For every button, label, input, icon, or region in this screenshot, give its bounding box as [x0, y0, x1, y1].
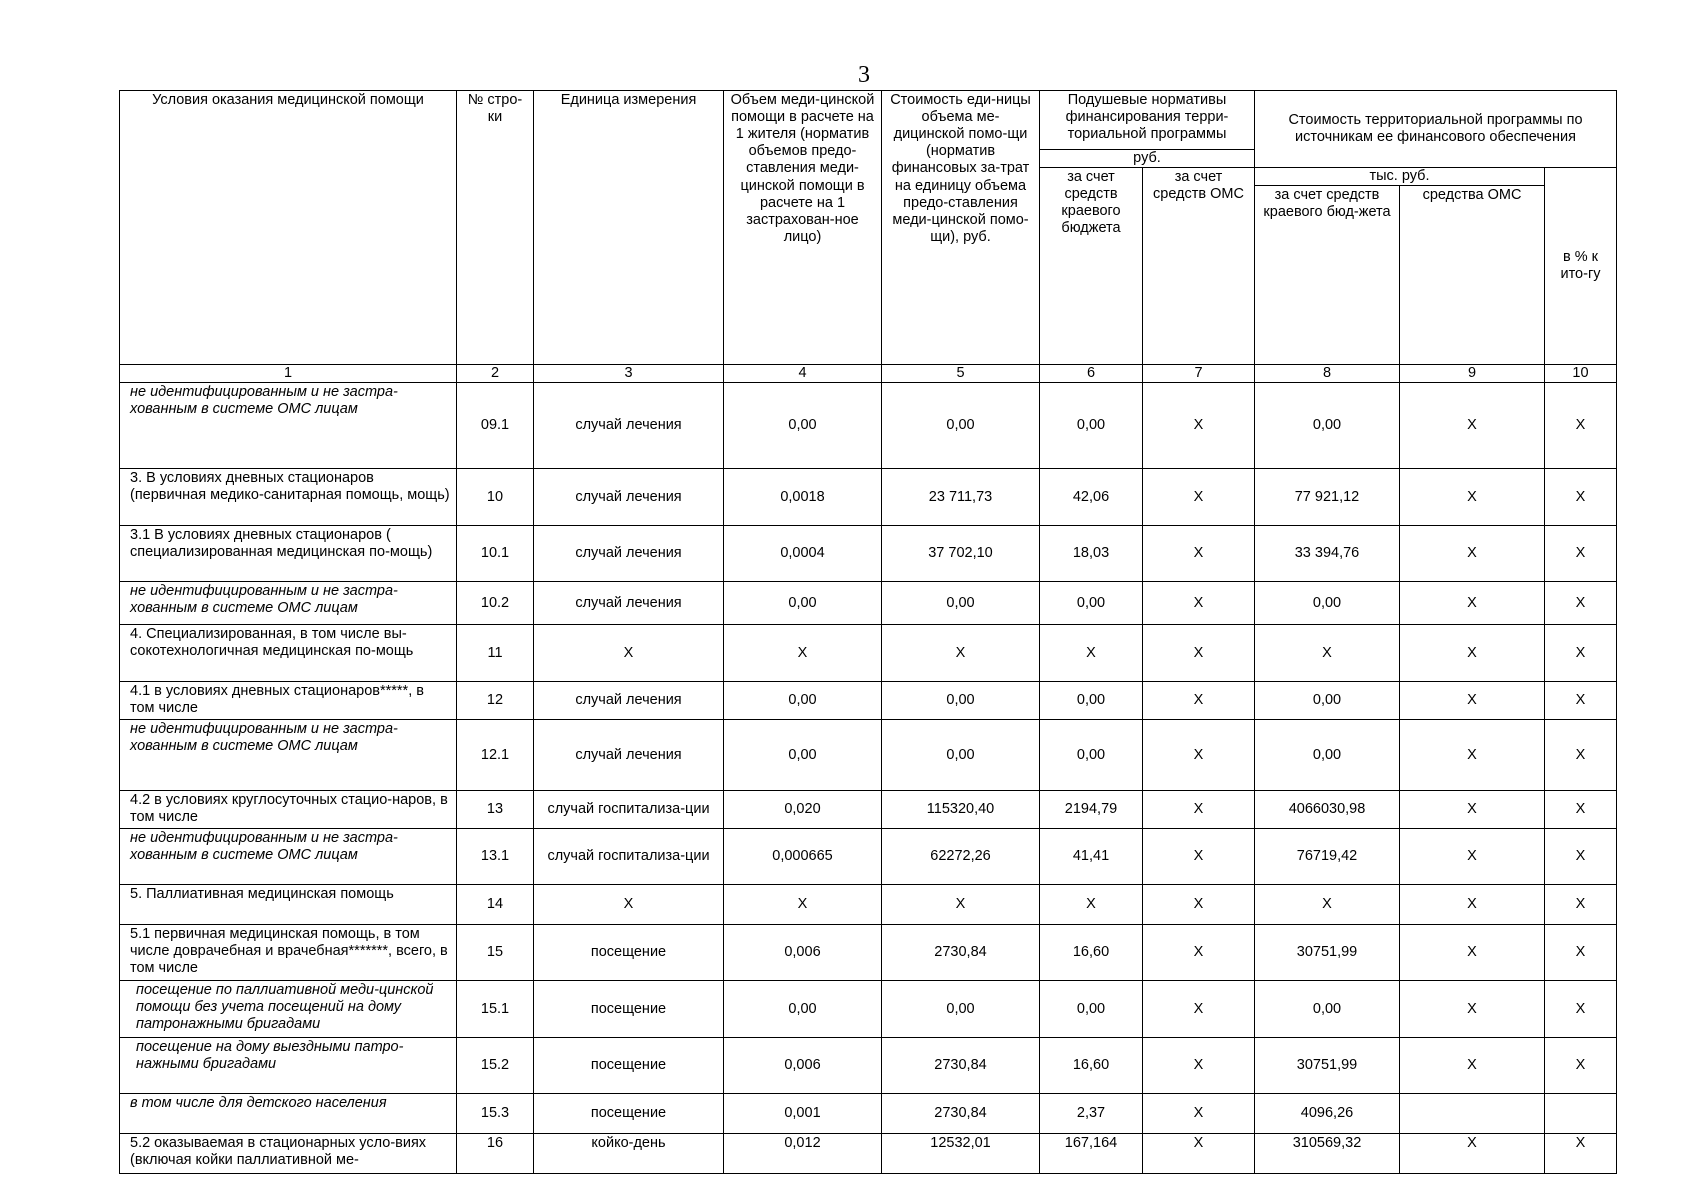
row-condition: в том числе для детского населения	[120, 1094, 457, 1134]
cell-col-8: X	[1255, 625, 1400, 682]
cell-col-5: 2730,84	[882, 925, 1040, 981]
row-condition: не идентифицированным и не застра-хованным в системе ОМС лицам	[120, 720, 457, 791]
cell-col-5: 2730,84	[882, 1094, 1040, 1134]
cell-col-9: X	[1400, 625, 1545, 682]
cell-col-4: 0,020	[724, 791, 882, 829]
row-condition: 4.1 в условиях дневных стационаров*****, в том числе	[120, 682, 457, 720]
cell-col-4: 0,0018	[724, 469, 882, 526]
cell-col-9	[1400, 1094, 1545, 1134]
table-row	[120, 682, 1617, 720]
page-number: 3	[858, 62, 870, 88]
cell-col-8: 30751,99	[1255, 1038, 1400, 1094]
col-number: 1	[120, 365, 457, 383]
cell-col-8: 0,00	[1255, 383, 1400, 469]
cell-col-2: 10.1	[457, 526, 534, 582]
cell-col-2: 11	[457, 625, 534, 682]
cell-col-9: X	[1400, 469, 1545, 526]
header-per-capita-norms: Подушевые нормативы финансирования терри-ториальной программы	[1040, 91, 1255, 150]
row-condition: не идентифицированным и не застра-хованным в системе ОМС лицам	[120, 582, 457, 625]
cell-col-6: 0,00	[1040, 682, 1143, 720]
cell-col-6: 41,41	[1040, 829, 1143, 885]
cell-col-2: 10.2	[457, 582, 534, 625]
table-row	[120, 383, 1617, 469]
cell-col-3: случай лечения	[534, 720, 724, 791]
cell-col-4: 0,00	[724, 981, 882, 1038]
row-condition: 3. В условиях дневных стационаров (первичная медико-санитарная помощь, мощь)	[120, 469, 457, 526]
cell-col-3: посещение	[534, 1038, 724, 1094]
cell-col-6: 0,00	[1040, 720, 1143, 791]
row-condition: 3.1 В условиях дневных стационаров ( специализированная медицинская по-мощь)	[120, 526, 457, 582]
cell-col-7: X	[1143, 1038, 1255, 1094]
cell-col-5: 23 711,73	[882, 469, 1040, 526]
col-number: 7	[1143, 365, 1255, 383]
col-number: 6	[1040, 365, 1143, 383]
cell-col-6: 16,60	[1040, 925, 1143, 981]
table-row	[120, 1134, 1617, 1174]
header-unit: Единица измерения	[534, 91, 724, 365]
cell-col-4: X	[724, 885, 882, 925]
table-row	[120, 625, 1617, 682]
cell-col-4: 0,00	[724, 383, 882, 469]
cell-col-7: X	[1143, 981, 1255, 1038]
cell-col-7: X	[1143, 625, 1255, 682]
table-row	[120, 829, 1617, 885]
cell-col-8: 4096,26	[1255, 1094, 1400, 1134]
col-number: 5	[882, 365, 1040, 383]
cell-col-10: X	[1545, 582, 1617, 625]
cell-col-3: посещение	[534, 925, 724, 981]
cell-col-3: случай лечения	[534, 526, 724, 582]
cell-col-9: X	[1400, 682, 1545, 720]
header-unit-rub: руб.	[1040, 150, 1255, 168]
cell-col-4: 0,001	[724, 1094, 882, 1134]
cell-col-7: X	[1143, 720, 1255, 791]
cell-col-2: 09.1	[457, 383, 534, 469]
cell-col-9: X	[1400, 981, 1545, 1038]
cell-col-3: посещение	[534, 981, 724, 1038]
cell-col-4: 0,006	[724, 1038, 882, 1094]
cell-col-3: посещение	[534, 1094, 724, 1134]
cell-col-2: 15.2	[457, 1038, 534, 1094]
cell-col-8: 0,00	[1255, 682, 1400, 720]
cell-col-2: 15	[457, 925, 534, 981]
cell-col-8: 76719,42	[1255, 829, 1400, 885]
cell-col-10: X	[1545, 469, 1617, 526]
table-row	[120, 720, 1617, 791]
header-unit-thous: тыс. руб.	[1255, 168, 1544, 186]
table-row	[120, 582, 1617, 625]
cell-col-5: X	[882, 625, 1040, 682]
col-number: 10	[1545, 365, 1617, 383]
cell-col-6: 18,03	[1040, 526, 1143, 582]
cell-col-8: 30751,99	[1255, 925, 1400, 981]
col-number: 3	[534, 365, 724, 383]
table-row	[120, 981, 1617, 1038]
col-number: 4	[724, 365, 882, 383]
header-oms-thous: средства ОМС	[1422, 187, 1522, 204]
cell-col-4: 0,0004	[724, 526, 882, 582]
col-number: 8	[1255, 365, 1400, 383]
cell-col-2: 12	[457, 682, 534, 720]
cell-col-2: 15.3	[457, 1094, 534, 1134]
cell-col-10: X	[1545, 981, 1617, 1038]
cell-col-4: 0,00	[724, 720, 882, 791]
cell-col-10: X	[1545, 1134, 1617, 1174]
cell-col-7: X	[1143, 791, 1255, 829]
cell-col-7: X	[1143, 1134, 1255, 1174]
row-condition: не идентифицированным и не застра-хованным в системе ОМС лицам	[120, 829, 457, 885]
header-unit-cost: Стоимость еди-ницы объема ме-дицинской помо-щи (норматив финансовых за-трат на единицу объема предо-ставления меди-цинской помо-щи), руб.	[882, 91, 1040, 365]
cell-col-10: X	[1545, 682, 1617, 720]
cell-col-9: X	[1400, 791, 1545, 829]
col-number: 9	[1400, 365, 1545, 383]
cell-col-7: X	[1143, 829, 1255, 885]
cell-col-6: 2194,79	[1040, 791, 1143, 829]
cell-col-9: X	[1400, 1134, 1545, 1174]
row-condition: 4. Специализированная, в том числе вы-сокотехнологичная медицинская по-мощь	[120, 625, 457, 682]
cell-col-5: 0,00	[882, 582, 1040, 625]
cell-col-3: случай госпитализа-ции	[534, 791, 724, 829]
cell-col-8: 33 394,76	[1255, 526, 1400, 582]
cell-col-4: 0,006	[724, 925, 882, 981]
cell-col-3: случай лечения	[534, 469, 724, 526]
table-row	[120, 469, 1617, 526]
cell-col-6: 167,164	[1040, 1134, 1143, 1174]
financing-table	[119, 90, 1617, 1174]
table-row	[120, 1094, 1617, 1134]
table-row	[120, 925, 1617, 981]
row-condition: 5.1 первичная медицинская помощь, в том числе доврачебная и врачебная*******, всего, в том числе	[120, 925, 457, 981]
cell-col-7: X	[1143, 885, 1255, 925]
row-condition: посещение по паллиативной меди-цинской помощи без учета посещений на дому патронажными бригадами	[120, 981, 457, 1038]
cell-col-3: X	[534, 625, 724, 682]
cell-col-2: 13	[457, 791, 534, 829]
header-conditions: Условия оказания медицинской помощи	[120, 91, 457, 365]
cell-col-3: койко-день	[534, 1134, 724, 1174]
cell-col-10: X	[1545, 829, 1617, 885]
cell-col-8: 310569,32	[1255, 1134, 1400, 1174]
header-percent-of-total: в % к ито-гу	[1545, 168, 1617, 365]
cell-col-7: X	[1143, 1094, 1255, 1134]
cell-col-10	[1545, 1094, 1617, 1134]
cell-col-7: X	[1143, 469, 1255, 526]
cell-col-7: X	[1143, 383, 1255, 469]
cell-col-5: 2730,84	[882, 1038, 1040, 1094]
cell-col-5: 0,00	[882, 383, 1040, 469]
header-row-number: № стро-ки	[457, 91, 534, 365]
cell-col-7: X	[1143, 582, 1255, 625]
cell-col-9: X	[1400, 1038, 1545, 1094]
row-condition: посещение на дому выездными патро-нажными бригадами	[120, 1038, 457, 1094]
cell-col-9: X	[1400, 885, 1545, 925]
cell-col-10: X	[1545, 1038, 1617, 1094]
cell-col-9: X	[1400, 829, 1545, 885]
cell-col-2: 10	[457, 469, 534, 526]
cell-col-2: 15.1	[457, 981, 534, 1038]
cell-col-6: 0,00	[1040, 981, 1143, 1038]
cell-col-3: случай лечения	[534, 682, 724, 720]
cell-col-4: 0,000665	[724, 829, 882, 885]
cell-col-6: 0,00	[1040, 582, 1143, 625]
subheader-thous-rub	[1255, 168, 1544, 364]
cell-col-9: X	[1400, 582, 1545, 625]
cell-col-10: X	[1545, 925, 1617, 981]
cell-col-3: случай госпитализа-ции	[534, 829, 724, 885]
row-condition: не идентифицированным и не застра-хованным в системе ОМС лицам	[120, 383, 457, 469]
cell-col-5: 0,00	[882, 682, 1040, 720]
header-program-cost: Стоимость территориальной программы по источникам ее финансового обеспечения	[1255, 91, 1617, 168]
cell-col-8: X	[1255, 885, 1400, 925]
cell-col-4: X	[724, 625, 882, 682]
cell-col-8: 4066030,98	[1255, 791, 1400, 829]
cell-col-6: X	[1040, 885, 1143, 925]
table-row	[120, 885, 1617, 925]
cell-col-6: 16,60	[1040, 1038, 1143, 1094]
row-condition: 5. Паллиативная медицинская помощь	[120, 885, 457, 925]
cell-col-9: X	[1400, 383, 1545, 469]
cell-col-6: 2,37	[1040, 1094, 1143, 1134]
cell-col-10: X	[1545, 383, 1617, 469]
cell-col-7: X	[1143, 682, 1255, 720]
cell-col-10: X	[1545, 625, 1617, 682]
cell-col-8: 0,00	[1255, 720, 1400, 791]
cell-col-8: 0,00	[1255, 582, 1400, 625]
cell-col-4: 0,00	[724, 682, 882, 720]
cell-col-10: X	[1545, 791, 1617, 829]
cell-col-3: случай лечения	[534, 582, 724, 625]
table-row	[120, 1038, 1617, 1094]
cell-col-10: X	[1545, 526, 1617, 582]
header-volume: Объем меди-цинской помощи в расчете на 1 жителя (норматив объемов предо-ставления меди-цинской помощи в расчете на 1 застрахован-ное лицо)	[724, 91, 882, 365]
header-regional-budget-thous: за счет средств краевого бюд-жета	[1255, 186, 1400, 364]
cell-col-9: X	[1400, 720, 1545, 791]
cell-col-6: 0,00	[1040, 383, 1143, 469]
cell-col-6: 42,06	[1040, 469, 1143, 526]
cell-col-5: 0,00	[882, 720, 1040, 791]
cell-col-9: X	[1400, 925, 1545, 981]
cell-col-7: X	[1143, 925, 1255, 981]
cell-col-4: 0,00	[724, 582, 882, 625]
cell-col-2: 14	[457, 885, 534, 925]
row-condition: 4.2 в условиях круглосуточных стацио-наров, в том числе	[120, 791, 457, 829]
header-regional-budget: за счет средств краевого бюджета	[1040, 168, 1143, 365]
header-oms-funds: за счет средств ОМС	[1143, 168, 1255, 365]
cell-col-9: X	[1400, 526, 1545, 582]
cell-col-3: X	[534, 885, 724, 925]
row-condition: 5.2 оказываемая в стационарных усло-виях (включая койки паллиативной ме-	[120, 1134, 457, 1174]
cell-col-5: 37 702,10	[882, 526, 1040, 582]
cell-col-2: 13.1	[457, 829, 534, 885]
cell-col-2: 16	[457, 1134, 534, 1174]
cell-col-8: 0,00	[1255, 981, 1400, 1038]
cell-col-5: X	[882, 885, 1040, 925]
col-number: 2	[457, 365, 534, 383]
table-row	[120, 526, 1617, 582]
cell-col-6: X	[1040, 625, 1143, 682]
cell-col-8: 77 921,12	[1255, 469, 1400, 526]
cell-col-2: 12.1	[457, 720, 534, 791]
cell-col-10: X	[1545, 720, 1617, 791]
cell-col-3: случай лечения	[534, 383, 724, 469]
cell-col-7: X	[1143, 526, 1255, 582]
cell-col-10: X	[1545, 885, 1617, 925]
cell-col-5: 115320,40	[882, 791, 1040, 829]
cell-col-4: 0,012	[724, 1134, 882, 1174]
cell-col-5: 12532,01	[882, 1134, 1040, 1174]
cell-col-5: 0,00	[882, 981, 1040, 1038]
table-row	[120, 791, 1617, 829]
cell-col-5: 62272,26	[882, 829, 1040, 885]
